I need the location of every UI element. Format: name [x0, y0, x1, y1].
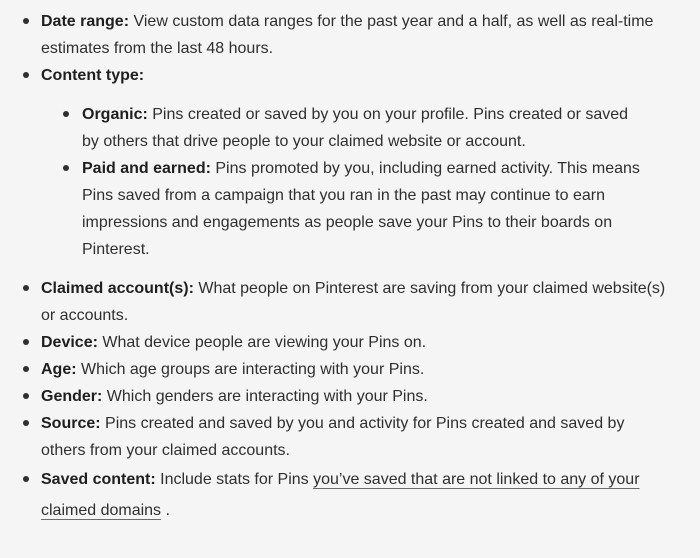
bullet-icon — [23, 420, 29, 426]
desc-age: Which age groups are interacting with your Pins. — [76, 361, 425, 378]
term-device: Device: — [41, 334, 98, 351]
list-item-age — [0, 356, 700, 383]
term-gender: Gender: — [41, 388, 103, 405]
bullet-icon — [23, 393, 29, 399]
bullet-icon — [23, 339, 29, 345]
bullet-icon — [63, 165, 69, 171]
bullet-icon — [23, 285, 29, 291]
term-claimed-accounts: Claimed account(s): — [41, 280, 194, 297]
desc-paid-earned: Pins promoted by you, including earned activity. This means Pins saved from a campaign that you ran in the past may continue to earn impressions and engagements as people save your Pins to their boards on Pinterest. — [82, 160, 640, 258]
metrics-list — [0, 8, 700, 526]
bullet-icon — [23, 72, 29, 78]
list-item-device — [0, 329, 700, 356]
saved-content-link[interactable]: you’ve saved that are not linked to any of your claimed domains — [41, 471, 640, 519]
sublist-item-paid-earned — [0, 155, 672, 263]
term-date-range: Date range: — [41, 13, 130, 30]
desc-source: Pins created and saved by you and activity for Pins created and saved by others from your claimed accounts. — [41, 415, 625, 459]
desc-claimed-accounts: What people on Pinterest are saving from your claimed website(s) or accounts. — [41, 280, 666, 324]
term-age: Age: — [41, 361, 77, 378]
desc-date-range: View custom data ranges for the past year and a half, as well as real-time estimates from the last 48 hours. — [41, 13, 654, 57]
bullet-icon — [23, 18, 29, 24]
desc-organic: Pins created or saved by you on your profile. Pins created or saved by others that drive people to your claimed website or account. — [82, 106, 629, 150]
term-organic: Organic: — [82, 106, 148, 123]
list-item-source — [0, 410, 700, 464]
desc-device: What device people are viewing your Pins on. — [97, 334, 427, 351]
desc-saved-content: Include stats for Pins — [155, 471, 314, 488]
term-saved-content: Saved content: — [41, 471, 156, 488]
term-paid-earned: Paid and earned: — [82, 160, 211, 177]
bullet-icon — [23, 476, 29, 482]
list-item-content-type — [0, 62, 700, 263]
term-source: Source: — [41, 415, 101, 432]
desc-saved-content-end: . — [161, 502, 170, 519]
content-type-sublist — [0, 101, 672, 263]
desc-gender: Which genders are interacting with your Pins. — [102, 388, 428, 405]
list-item-saved-content — [0, 464, 700, 526]
sublist-item-organic — [0, 101, 672, 155]
list-item-claimed-accounts — [0, 275, 700, 329]
bullet-icon — [63, 111, 69, 117]
list-item-date-range — [0, 8, 700, 62]
term-content-type: Content type: — [41, 67, 145, 84]
list-item-gender — [0, 383, 700, 410]
bullet-icon — [23, 366, 29, 372]
